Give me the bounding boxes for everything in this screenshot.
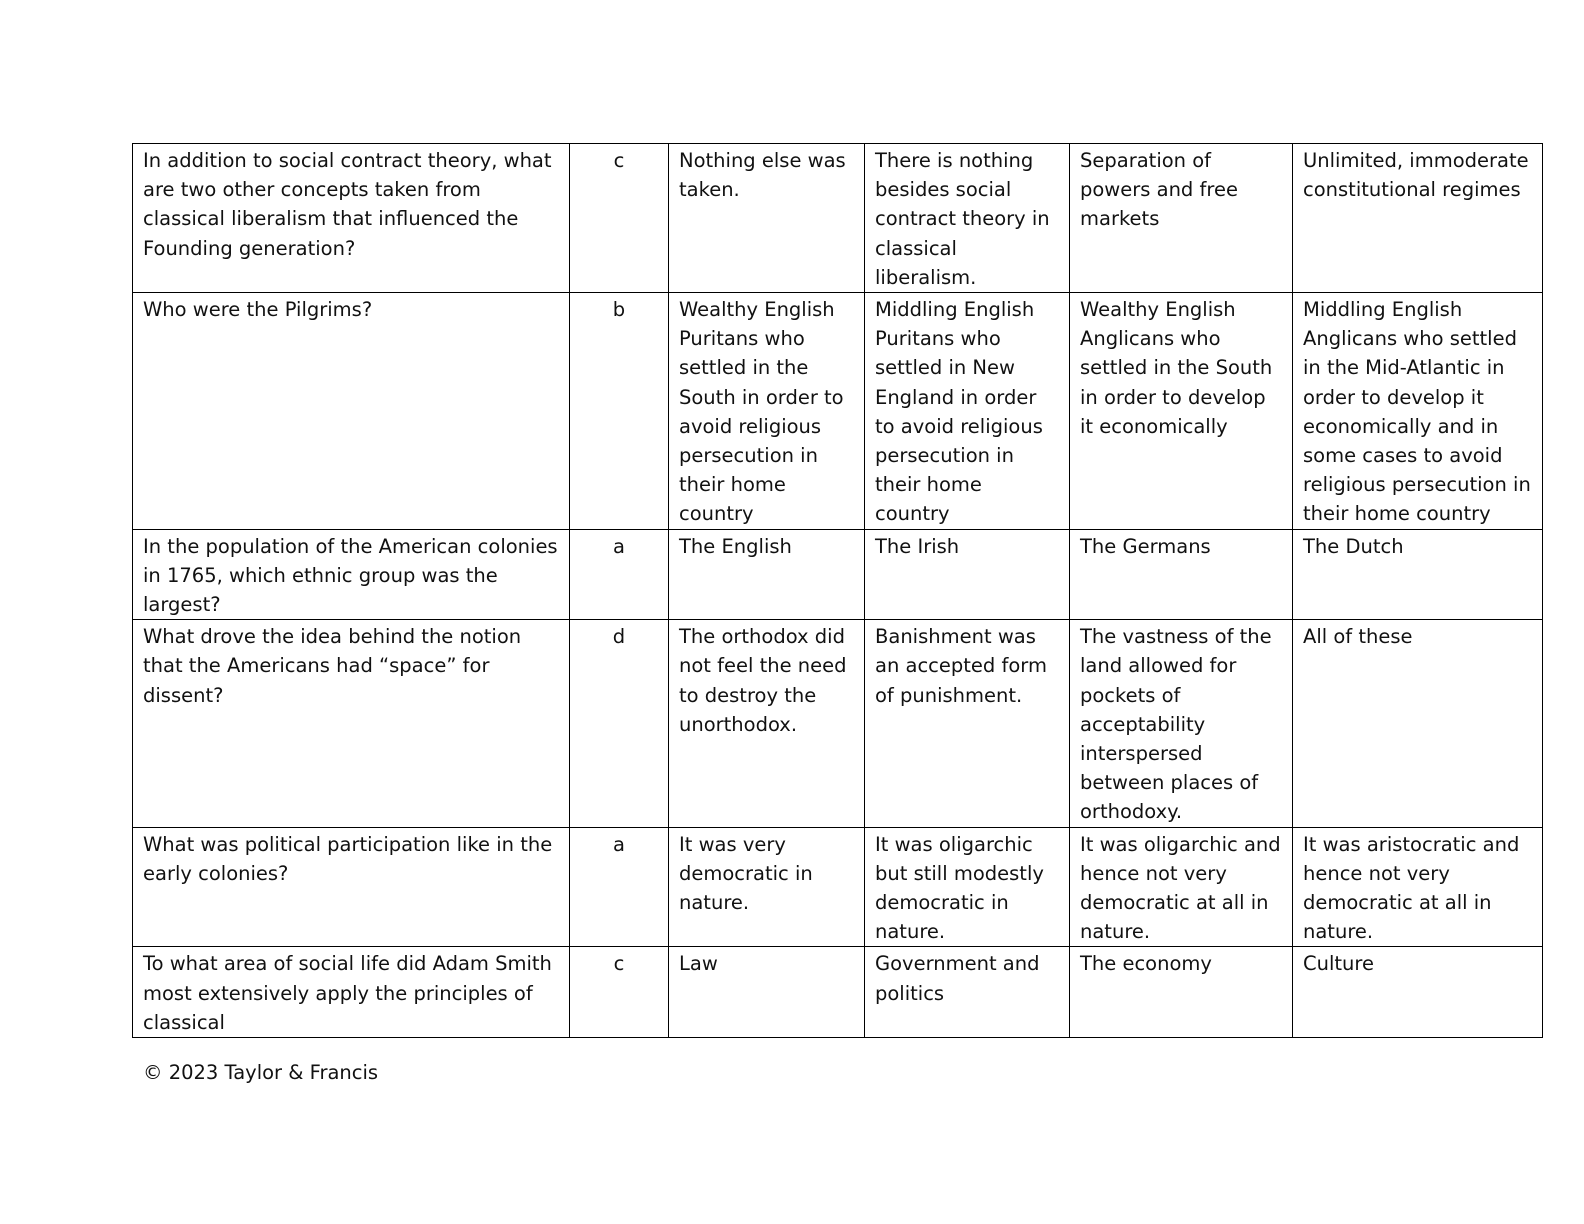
option-a-cell: [669, 529, 865, 620]
option-a-text: Wealthy English Puritans who settled in the South in order to avoid religious persecution in their home country: [679, 298, 844, 526]
question-text: In the population of the American colonies in 1765, which ethnic group was the largest?: [143, 534, 558, 617]
answer-cell: [570, 529, 669, 620]
question-text: Who were the Pilgrims?: [143, 298, 373, 322]
answer-cell: [570, 827, 669, 947]
table-row: [133, 620, 1543, 827]
answer-key: a: [613, 832, 625, 856]
option-d-cell: [1293, 620, 1543, 827]
answer-key: c: [613, 952, 625, 976]
table-row: [133, 144, 1543, 293]
quiz-table: [132, 143, 1543, 1038]
option-a-text: Nothing else was taken.: [679, 149, 846, 202]
option-c-cell: [1070, 827, 1293, 947]
option-d-text: Unlimited, immoderate constitutional regimes: [1303, 149, 1529, 202]
option-d-cell: [1293, 827, 1543, 947]
option-c-text: Wealthy English Anglicans who settled in the South in order to develop it economically: [1080, 298, 1273, 438]
table-row: [133, 947, 1543, 1038]
option-a-text: The orthodox did not feel the need to destroy the unorthodox.: [679, 625, 847, 736]
option-a-text: It was very democratic in nature.: [679, 832, 813, 915]
option-b-text: It was oligarchic but still modestly democratic in nature.: [875, 832, 1044, 944]
question-text: In addition to social contract theory, what are two other concepts taken from classical liberalism that influenced the Founding generation?: [143, 149, 552, 260]
answer-cell: [570, 620, 669, 827]
option-a-cell: [669, 620, 865, 827]
option-b-text: The Irish: [875, 534, 960, 558]
option-c-cell: [1070, 144, 1293, 293]
answer-key: c: [613, 149, 625, 172]
option-d-text: Middling English Anglicans who settled in the Mid-Atlantic in order to develop it economically and in some cases to avoid religious persecution in their home country: [1303, 298, 1531, 526]
option-a-cell: [669, 144, 865, 293]
option-d-cell: [1293, 947, 1543, 1038]
option-c-text: The vastness of the land allowed for pockets of acceptability interspersed between places of orthodoxy.: [1080, 625, 1272, 824]
table-row: [133, 529, 1543, 620]
option-b-cell: [865, 827, 1070, 947]
question-cell: [133, 947, 570, 1038]
question-cell: [133, 827, 570, 947]
option-a-cell: [669, 827, 865, 947]
question-cell: [133, 144, 570, 293]
option-c-text: The economy: [1080, 952, 1212, 976]
option-d-cell: [1293, 144, 1543, 293]
question-cell: [133, 620, 570, 827]
option-a-cell: [669, 293, 865, 530]
option-b-text: Government and politics: [875, 952, 1040, 1005]
option-b-cell: [865, 947, 1070, 1038]
answer-key: b: [612, 298, 626, 322]
option-d-cell: [1293, 529, 1543, 620]
option-c-cell: [1070, 529, 1293, 620]
answer-key: d: [612, 625, 626, 649]
option-b-cell: [865, 620, 1070, 827]
answer-cell: [570, 293, 669, 530]
option-c-cell: [1070, 293, 1293, 530]
copyright-footer: © 2023 Taylor & Francis: [143, 1061, 379, 1084]
option-c-text: It was oligarchic and hence not very democratic at all in nature.: [1080, 832, 1281, 944]
option-d-text: Culture: [1303, 952, 1374, 976]
option-d-text: It was aristocratic and hence not very democratic at all in nature.: [1303, 832, 1520, 944]
question-text: To what area of social life did Adam Smith most extensively apply the principles of classical: [143, 952, 552, 1034]
option-c-cell: [1070, 620, 1293, 827]
option-a-cell: [669, 947, 865, 1038]
question-cell: [133, 529, 570, 620]
option-d-text: All of these: [1303, 625, 1413, 649]
option-b-text: Middling English Puritans who settled in New England in order to avoid religious persecution in their home country: [875, 298, 1043, 526]
option-c-text: The Germans: [1080, 534, 1211, 558]
option-a-text: Law: [679, 952, 718, 976]
option-d-text: The Dutch: [1303, 534, 1404, 558]
option-b-cell: [865, 293, 1070, 530]
option-b-text: There is nothing besides social contract theory in classical liberalism.: [875, 149, 1050, 289]
question-text: What was political participation like in the early colonies?: [143, 832, 553, 885]
option-b-cell: [865, 529, 1070, 620]
answer-cell: [570, 947, 669, 1038]
answer-cell: [570, 144, 669, 293]
option-c-cell: [1070, 947, 1293, 1038]
option-a-text: The English: [679, 534, 792, 558]
option-b-text: Banishment was an accepted form of punishment.: [875, 625, 1047, 707]
question-text: What drove the idea behind the notion that the Americans had “space” for dissent?: [143, 625, 522, 707]
table-row: [133, 827, 1543, 947]
answer-key: a: [613, 534, 625, 558]
option-b-cell: [865, 144, 1070, 293]
question-cell: [133, 293, 570, 530]
option-d-cell: [1293, 293, 1543, 530]
option-c-text: Separation of powers and free markets: [1080, 149, 1238, 231]
table-row: [133, 293, 1543, 530]
